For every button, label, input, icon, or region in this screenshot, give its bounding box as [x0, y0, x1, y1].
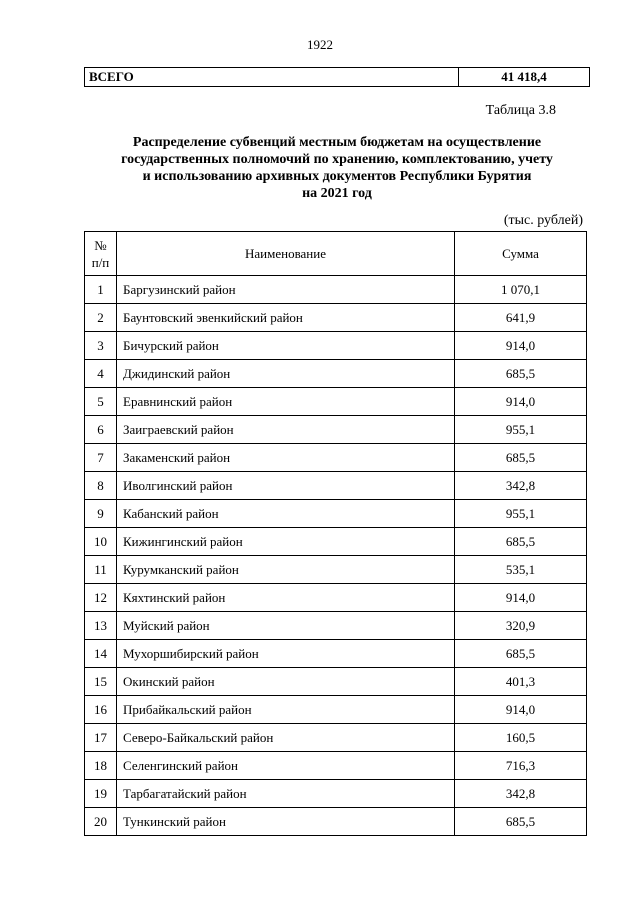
table-title [84, 134, 590, 202]
table-row [85, 472, 587, 500]
row-name: Тункинский район [117, 808, 455, 836]
row-name: Северо-Байкальский район [117, 724, 455, 752]
row-number: 5 [85, 388, 117, 416]
row-sum: 914,0 [455, 388, 587, 416]
row-sum: 685,5 [455, 444, 587, 472]
row-sum: 914,0 [455, 332, 587, 360]
total-label: ВСЕГО [85, 68, 459, 87]
row-number: 8 [85, 472, 117, 500]
row-number: 9 [85, 500, 117, 528]
total-value: 41 418,4 [459, 68, 590, 87]
row-number: 6 [85, 416, 117, 444]
table-row [85, 780, 587, 808]
row-sum: 685,5 [455, 808, 587, 836]
row-name: Иволгинский район [117, 472, 455, 500]
column-header-sum: Сумма [455, 232, 587, 276]
table-row [85, 724, 587, 752]
table-number: Таблица 3.8 [485, 103, 556, 118]
table-row [85, 668, 587, 696]
column-header-name: Наименование [117, 232, 455, 276]
row-name: Тарбагатайский район [117, 780, 455, 808]
row-sum: 685,5 [455, 528, 587, 556]
row-sum: 914,0 [455, 584, 587, 612]
table-row [85, 640, 587, 668]
row-name: Заиграевский район [117, 416, 455, 444]
row-number: 16 [85, 696, 117, 724]
row-number: 11 [85, 556, 117, 584]
table-row [85, 696, 587, 724]
row-sum: 1 070,1 [455, 276, 587, 304]
row-name: Селенгинский район [117, 752, 455, 780]
row-sum: 716,3 [455, 752, 587, 780]
table-row [85, 752, 587, 780]
column-header-number-line1: № [94, 237, 107, 253]
row-sum: 535,1 [455, 556, 587, 584]
row-number: 2 [85, 304, 117, 332]
row-sum: 955,1 [455, 500, 587, 528]
row-number: 18 [85, 752, 117, 780]
table-row [85, 444, 587, 472]
table-title-line: на 2021 год [302, 186, 372, 201]
table-row [85, 500, 587, 528]
table-title-line: государственных полномочий по хранению, комплектованию, учету [121, 152, 553, 167]
row-name: Еравнинский район [117, 388, 455, 416]
row-name: Баргузинский район [117, 276, 455, 304]
row-number: 14 [85, 640, 117, 668]
table-row [85, 808, 587, 836]
row-name: Баунтовский эвенкийский район [117, 304, 455, 332]
row-number: 19 [85, 780, 117, 808]
row-sum: 641,9 [455, 304, 587, 332]
column-header-number [85, 232, 117, 276]
table-row [85, 332, 587, 360]
table-row [85, 276, 587, 304]
row-number: 1 [85, 276, 117, 304]
row-number: 15 [85, 668, 117, 696]
row-name: Закаменский район [117, 444, 455, 472]
table-row [85, 416, 587, 444]
row-number: 13 [85, 612, 117, 640]
total-table [84, 67, 590, 87]
table-title-line: Распределение субвенций местным бюджетам на осуществление [132, 135, 542, 150]
row-sum: 955,1 [455, 416, 587, 444]
row-number: 12 [85, 584, 117, 612]
row-name: Кижингинский район [117, 528, 455, 556]
row-sum: 685,5 [455, 640, 587, 668]
row-name: Прибайкальский район [117, 696, 455, 724]
total-row [85, 68, 590, 87]
table-row [85, 360, 587, 388]
row-sum: 342,8 [455, 472, 587, 500]
row-name: Курумканский район [117, 556, 455, 584]
table-row [85, 584, 587, 612]
subventions-table [84, 231, 587, 836]
row-name: Мухоршибирский район [117, 640, 455, 668]
page-number: 1922 [307, 37, 333, 52]
row-name: Кабанский район [117, 500, 455, 528]
table-row [85, 556, 587, 584]
table-header-row [85, 232, 587, 276]
row-sum: 685,5 [455, 360, 587, 388]
table-row [85, 612, 587, 640]
row-number: 10 [85, 528, 117, 556]
table-row [85, 388, 587, 416]
row-number: 4 [85, 360, 117, 388]
column-header-number-line2: п/п [91, 254, 110, 270]
row-number: 7 [85, 444, 117, 472]
row-number: 3 [85, 332, 117, 360]
unit-label: (тыс. рублей) [503, 213, 583, 228]
table-row [85, 304, 587, 332]
row-sum: 320,9 [455, 612, 587, 640]
row-sum: 401,3 [455, 668, 587, 696]
row-name: Муйский район [117, 612, 455, 640]
row-name: Окинский район [117, 668, 455, 696]
row-sum: 160,5 [455, 724, 587, 752]
row-name: Джидинский район [117, 360, 455, 388]
table-row [85, 528, 587, 556]
row-sum: 342,8 [455, 780, 587, 808]
row-name: Бичурский район [117, 332, 455, 360]
row-number: 17 [85, 724, 117, 752]
row-name: Кяхтинский район [117, 584, 455, 612]
row-sum: 914,0 [455, 696, 587, 724]
row-number: 20 [85, 808, 117, 836]
table-title-line: и использованию архивных документов Республики Бурятия [142, 169, 532, 184]
